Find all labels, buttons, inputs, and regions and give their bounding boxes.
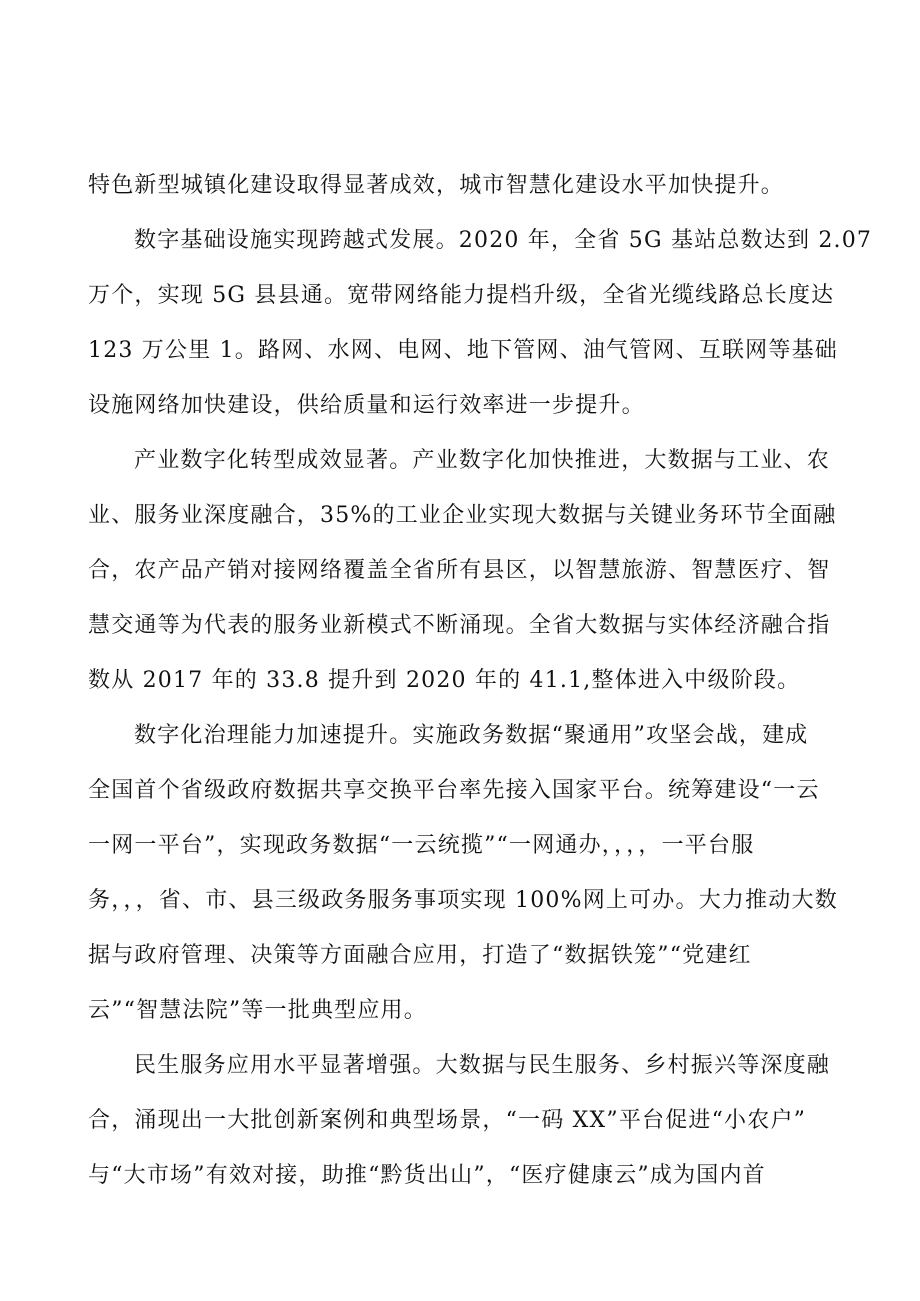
text-line-1: 特色新型城镇化建设取得显著成效，城市智慧化建设水平加快提升。 [88,173,785,198]
text-line-19: 与“大市场”有效对接，助推“黔货出山”，“医疗健康云”成为国内首 [88,1163,766,1188]
text-line-15: 据与政府管理、决策等方面融合应用，打造了“数据铁笼”“党建红 [88,943,752,968]
text-line-18: 合，涌现出一大批创新案例和典型场景，“一码 XX”平台促进“小农户” [88,1108,807,1133]
text-line-11: 数字化治理能力加速提升。实施政务数据“聚通用”攻坚会战，建成 [134,723,809,748]
text-line-10: 数从 2017 年的 33.8 提升到 2020 年的 41.1,整体进入中级阶段。 [88,668,801,693]
text-line-9: 慧交通等为代表的服务业新模式不断涌现。全省大数据与实体经济融合指 [88,613,831,638]
text-line-12: 全国首个省级政府数据共享交换平台率先接入国家平台。统筹建设“一云 [88,778,820,803]
text-line-13: 一网一平台”，实现政务数据“一云统揽”“一网通办，，，，一平台服 [88,833,755,858]
text-line-16: 云”“智慧法院”等一批典型应用。 [88,998,427,1023]
text-line-14: 务，，，省、市、县三级政务服务事项实现 100%网上可办。大力推动大数 [88,888,838,913]
text-line-4: 123 万公里 1。路网、水网、电网、地下管网、油气管网、互联网等基础 [88,338,838,363]
text-line-8: 合，农产品产销对接网络覆盖全省所有县区，以智慧旅游、智慧医疗、智 [88,558,831,583]
text-line-5: 设施网络加快建设，供给质量和运行效率进一步提升。 [88,393,645,418]
text-line-2: 数字基础设施实现跨越式发展。2020 年，全省 5G 基站总数达到 2.07 [134,228,873,253]
text-line-7: 业、服务业深度融合，35%的工业企业实现大数据与关键业务环节全面融 [88,503,837,528]
text-line-17: 民生服务应用水平显著增强。大数据与民生服务、乡村振兴等深度融 [134,1053,831,1078]
text-line-3: 万个，实现 5G 县县通。宽带网络能力提档升级，全省光缆线路总长度达 [88,283,835,308]
text-line-6: 产业数字化转型成效显著。产业数字化加快推进，大数据与工业、农 [134,448,831,473]
